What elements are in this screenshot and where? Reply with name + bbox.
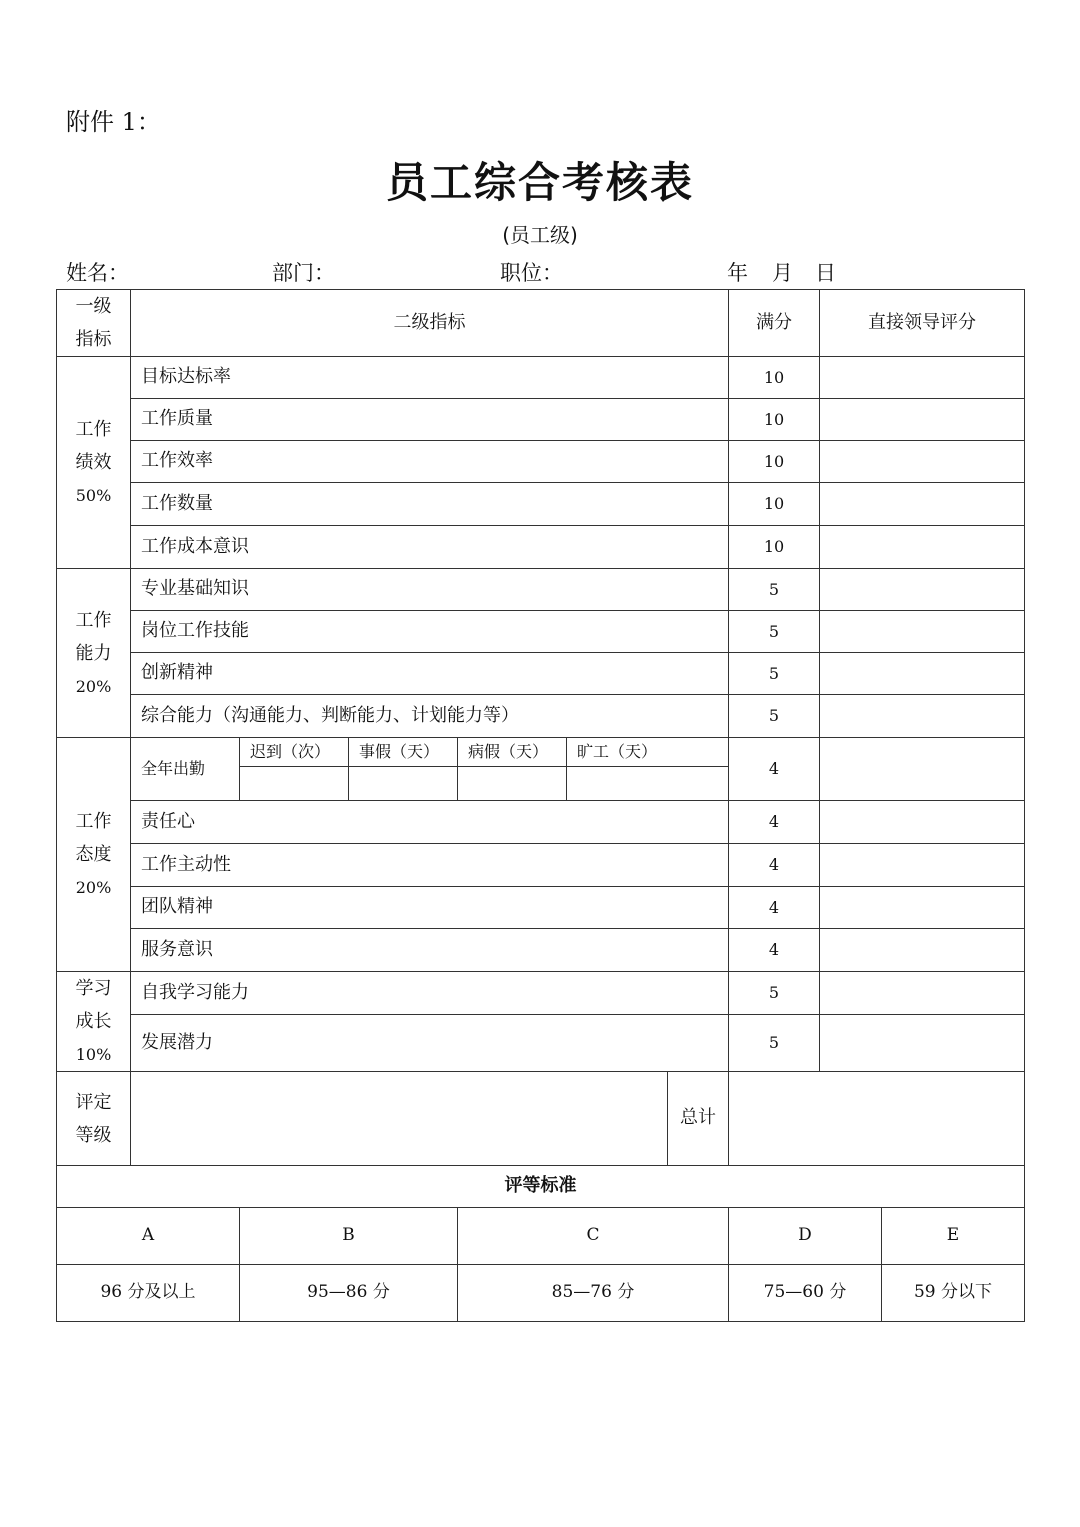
- rating-row: [57, 1072, 1025, 1166]
- grade-range-row: [57, 1265, 1025, 1322]
- table-row: [57, 844, 1025, 887]
- leader-score-cell[interactable]: [820, 526, 1025, 569]
- header-leader-score: 直接领导评分: [820, 290, 1025, 357]
- grade-range: 95—86 分: [240, 1265, 458, 1322]
- item-score: 4: [729, 929, 820, 972]
- table-row: [57, 972, 1025, 1015]
- item-label: 综合能力（沟通能力、判断能力、计划能力等）: [131, 695, 729, 738]
- item-score: 4: [729, 801, 820, 844]
- header-level1: 一级 指标: [57, 290, 131, 357]
- table-row: [57, 611, 1025, 653]
- item-label: 工作质量: [131, 399, 729, 441]
- item-label: 工作数量: [131, 483, 729, 526]
- table-row: [57, 1014, 1025, 1071]
- leader-score-cell[interactable]: [820, 887, 1025, 929]
- grade-range: 75—60 分: [729, 1265, 882, 1322]
- item-label: 目标达标率: [131, 357, 729, 399]
- late-input[interactable]: [240, 767, 349, 801]
- item-label: 服务意识: [131, 929, 729, 972]
- table-row: [57, 653, 1025, 695]
- item-score: 5: [729, 695, 820, 738]
- group-ability: 工作 能力 20%: [57, 569, 131, 738]
- item-score: 5: [729, 569, 820, 611]
- table-row: [57, 695, 1025, 738]
- leader-score-cell[interactable]: [820, 441, 1025, 483]
- leader-score-cell[interactable]: [820, 483, 1025, 526]
- leader-score-cell[interactable]: [820, 1014, 1025, 1071]
- table-row: [57, 526, 1025, 569]
- year-label: 年: [727, 261, 748, 285]
- item-score: 5: [729, 1014, 820, 1071]
- item-label: 团队精神: [131, 887, 729, 929]
- table-row: [57, 357, 1025, 399]
- evaluation-table: [56, 289, 1025, 1322]
- item-score: 10: [729, 483, 820, 526]
- leader-score-cell[interactable]: [820, 801, 1025, 844]
- total-label: 总计: [668, 1072, 729, 1166]
- grade-letter: B: [240, 1208, 458, 1265]
- day-label: 日: [815, 261, 836, 285]
- item-label: 责任心: [131, 801, 729, 844]
- leader-score-cell[interactable]: [820, 695, 1025, 738]
- attachment-label: 附件 1：: [66, 108, 161, 136]
- standards-title-row: [57, 1166, 1025, 1208]
- table-row: [57, 569, 1025, 611]
- total-value-cell[interactable]: [729, 1072, 1025, 1166]
- leader-score-cell[interactable]: [820, 569, 1025, 611]
- absent-header: 旷工（天）: [567, 738, 729, 767]
- group-performance: 工作 绩效 50%: [57, 357, 131, 569]
- table-row: [57, 801, 1025, 844]
- item-score: 4: [729, 887, 820, 929]
- leader-score-cell[interactable]: [820, 972, 1025, 1015]
- item-score: 5: [729, 653, 820, 695]
- item-label: 自我学习能力: [131, 972, 729, 1015]
- department-label: 部门：: [272, 261, 335, 285]
- item-label: 创新精神: [131, 653, 729, 695]
- leader-score-cell[interactable]: [820, 399, 1025, 441]
- leader-score-cell[interactable]: [820, 653, 1025, 695]
- item-score: 10: [729, 399, 820, 441]
- item-label: 发展潜力: [131, 1014, 729, 1071]
- rating-grade-cell[interactable]: [131, 1072, 668, 1166]
- group-attitude: 工作 态度 20%: [57, 738, 131, 972]
- attendance-label: 全年出勤: [131, 738, 240, 801]
- late-header: 迟到（次）: [240, 738, 349, 767]
- item-score: 4: [729, 738, 820, 801]
- absent-input[interactable]: [567, 767, 729, 801]
- item-label: 工作效率: [131, 441, 729, 483]
- rating-label: 评定 等级: [57, 1072, 131, 1166]
- leader-score-cell[interactable]: [820, 738, 1025, 801]
- table-row: [57, 483, 1025, 526]
- item-label: 工作主动性: [131, 844, 729, 887]
- group-learning: 学习 成长 10%: [57, 972, 131, 1072]
- item-score: 4: [729, 844, 820, 887]
- leader-score-cell[interactable]: [820, 844, 1025, 887]
- table-row: [57, 929, 1025, 972]
- leader-score-cell[interactable]: [820, 929, 1025, 972]
- table-row: [57, 887, 1025, 929]
- item-score: 5: [729, 611, 820, 653]
- grade-letter-row: [57, 1208, 1025, 1265]
- leader-score-cell[interactable]: [820, 611, 1025, 653]
- header-full-score: 满分: [729, 290, 820, 357]
- grade-range: 85—76 分: [458, 1265, 729, 1322]
- item-label: 专业基础知识: [131, 569, 729, 611]
- leader-score-cell[interactable]: [820, 357, 1025, 399]
- item-score: 10: [729, 441, 820, 483]
- position-label: 职位：: [500, 261, 563, 285]
- personal-leave-header: 事假（天）: [349, 738, 458, 767]
- attendance-header-row: [57, 738, 1025, 767]
- grade-letter: D: [729, 1208, 882, 1265]
- personal-leave-input[interactable]: [349, 767, 458, 801]
- page-subtitle: (员工级): [502, 223, 578, 247]
- item-score: 10: [729, 357, 820, 399]
- grade-letter: E: [882, 1208, 1025, 1265]
- name-label: 姓名：: [66, 261, 129, 285]
- grade-letter: A: [57, 1208, 240, 1265]
- header-level2: 二级指标: [131, 290, 729, 357]
- sick-leave-header: 病假（天）: [458, 738, 567, 767]
- table-row: [57, 399, 1025, 441]
- item-label: 工作成本意识: [131, 526, 729, 569]
- grade-range: 96 分及以上: [57, 1265, 240, 1322]
- grade-letter: C: [458, 1208, 729, 1265]
- standards-title: 评等标准: [57, 1166, 1025, 1208]
- grade-range: 59 分以下: [882, 1265, 1025, 1322]
- table-header-row: [57, 290, 1025, 357]
- item-label: 岗位工作技能: [131, 611, 729, 653]
- month-label: 月: [772, 261, 793, 285]
- item-score: 10: [729, 526, 820, 569]
- item-score: 5: [729, 972, 820, 1015]
- page-title: 员工综合考核表: [385, 158, 694, 207]
- table-row: [57, 441, 1025, 483]
- sick-leave-input[interactable]: [458, 767, 567, 801]
